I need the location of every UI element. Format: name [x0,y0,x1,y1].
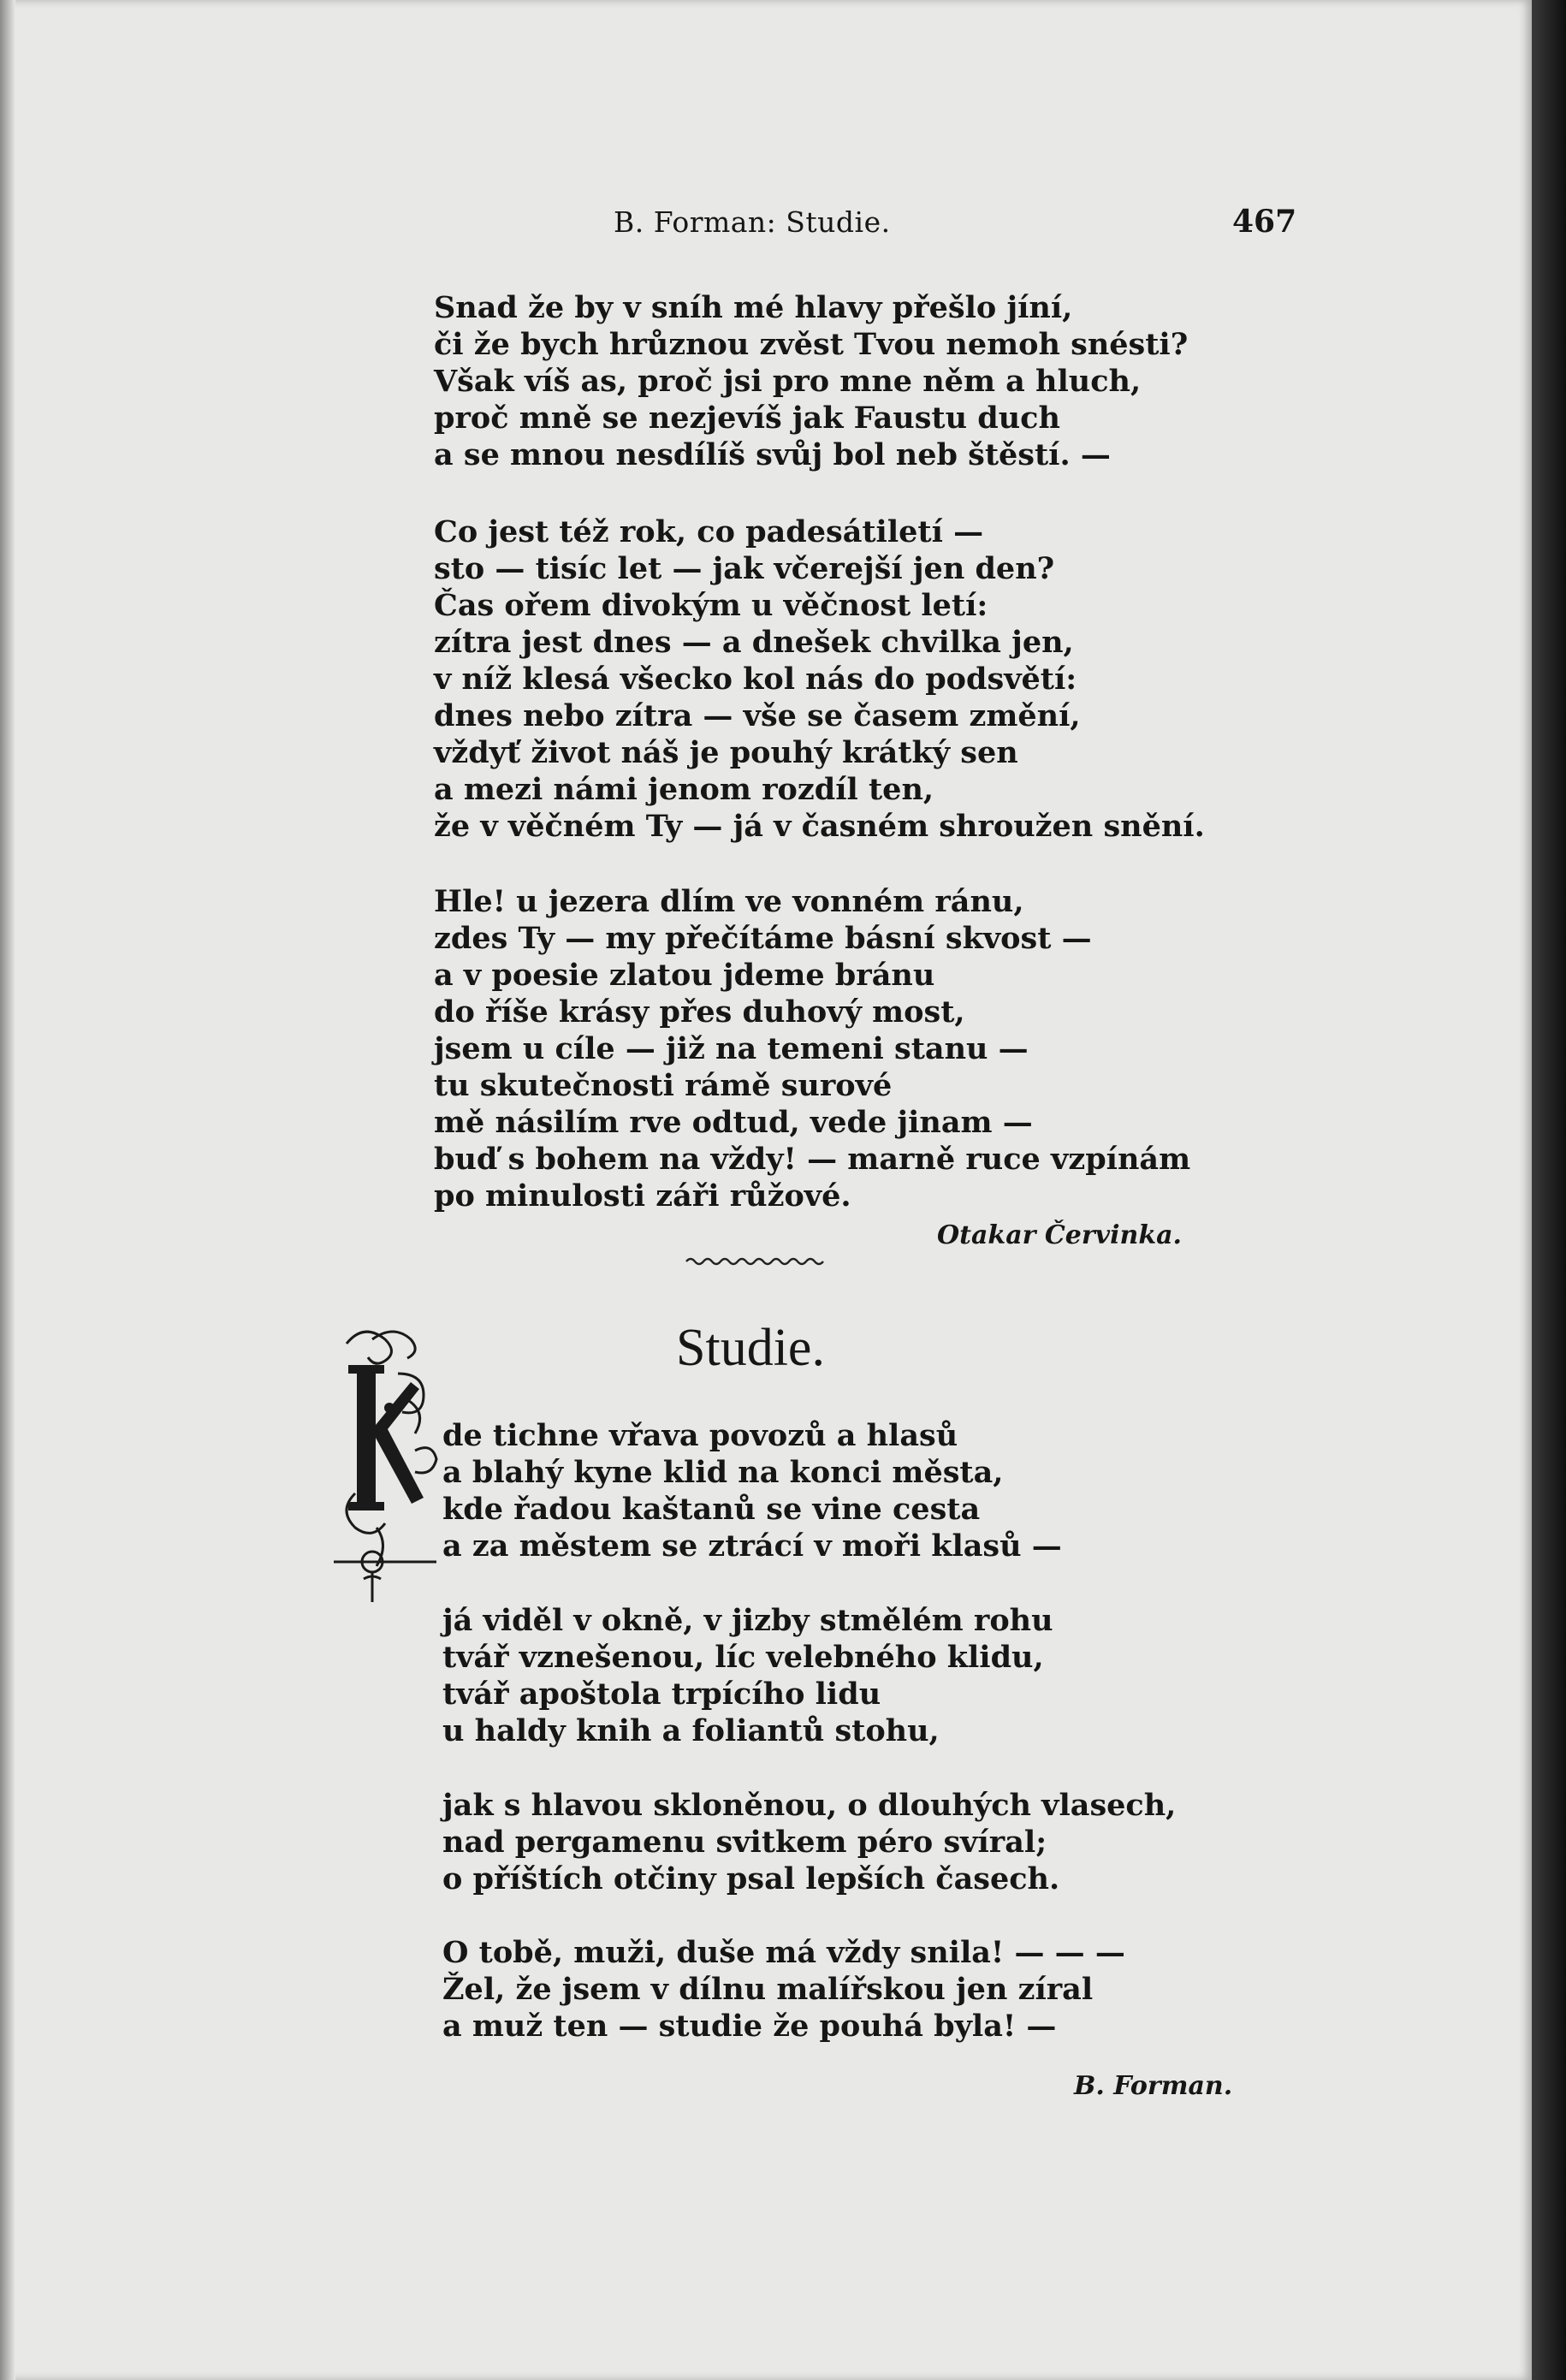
poem-line: tvář vznešenou, líc velebného klidu, [442,1640,1044,1675]
poem-line: Čas ořem divokým u věčnost letí: [434,588,988,623]
poem-line: a blahý kyne klid na konci města, [442,1455,1004,1490]
poem-line: Snad že by v sníh mé hlavy přešlo jíní, [434,290,1073,325]
poem2-stanza-4 [442,1934,1125,2045]
scan-binding-edge [1532,0,1566,2380]
poem-line: a mezi námi jenom rozdíl ten, [434,772,934,807]
poem2-stanza-1 [442,1417,1062,1564]
running-head: B. Forman: Studie. [614,205,891,239]
poem-line: já viděl v okně, v jizby stmělém rohu [442,1603,1053,1638]
poem-line: tu skutečnosti rámě surové [434,1068,893,1103]
poem-line: a se mnou nesdílíš svůj bol neb štěstí. — [434,437,1111,472]
poem-line: sto — tisíc let — jak včerejší jen den? [434,551,1055,586]
poem-line: Však víš as, proč jsi pro mne něm a hluch, [434,364,1142,399]
poem-line: do říše krásy přes duhový most, [434,994,965,1030]
poem-line: vždyť život náš je pouhý krátký sen [434,735,1018,770]
poem-line: dnes nebo zítra — vše se časem změní, [434,698,1081,733]
poem1-stanza-1 [434,289,1188,473]
poem-line: že v věčném Ty — já v časném shroužen snění. [434,809,1205,844]
poem-line: Žel, že jsem v dílnu malířskou jen zíral [442,1972,1094,2007]
poem-line: proč mně se nezjevíš jak Faustu duch [434,401,1060,436]
poem1-stanza-3 [434,883,1190,1214]
poem-line: zítra jest dnes — a dnešek chvilka jen, [434,625,1074,660]
poem-line: Co jest též rok, co padesátiletí — [434,514,984,549]
poem-line: jak s hlavou skloněnou, o dlouhých vlasech, [442,1788,1177,1823]
page-left-edge [0,0,15,2380]
poem-line: v níž klesá všecko kol nás do podsvětí: [434,662,1077,697]
poem-line: o příštích otčiny psal lepších časech. [442,1861,1060,1896]
poem2-author: B. Forman. [1074,2071,1233,2101]
poem-line: de tichne vřava povozů a hlasů [442,1418,958,1453]
page-number: 467 [1232,204,1297,240]
poem1-author: Otakar Červinka. [937,1220,1182,1250]
poem2-stanza-2 [442,1602,1053,1749]
poem-line: po minulosti záři růžové. [434,1178,851,1214]
poem-line: jsem u cíle — již na temeni stanu — [434,1031,1029,1066]
poem-line: Hle! u jezera dlím ve vonném ránu, [434,884,1024,919]
poem-line: nad pergamenu svitkem péro svíral; [442,1825,1047,1860]
poem-line: a v poesie zlatou jdeme bránu [434,958,935,993]
decorative-initial-k [329,1322,441,1605]
poem-line: zdes Ty — my přečítáme básní skvost — [434,921,1092,956]
poem-line: buď s bohem na vždy! — marně ruce vzpínám [434,1142,1191,1177]
poem-line: mě násilím rve odtud, vede jinam — [434,1105,1033,1140]
poem-line: kde řadou kaštanů se vine cesta [442,1492,981,1527]
poem2-stanza-3 [442,1787,1176,1897]
poem-line: a muž ten — studie že pouhá byla! — [442,2009,1057,2044]
section-divider-ornament [685,1254,826,1267]
poem-line: tvář apoštola trpícího lidu [442,1677,881,1712]
poem-line: či že bych hrůznou zvěst Tvou nemoh snésti? [434,327,1189,362]
poem1-stanza-2 [434,513,1205,845]
poem-line: O tobě, muži, duše má vždy snila! — — — [442,1935,1125,1970]
poem-line: u haldy knih a foliantů stohu, [442,1713,940,1748]
poem-line: a za městem se ztrácí v moři klasů — [442,1528,1062,1564]
poem2-title: Studie. [676,1319,825,1377]
